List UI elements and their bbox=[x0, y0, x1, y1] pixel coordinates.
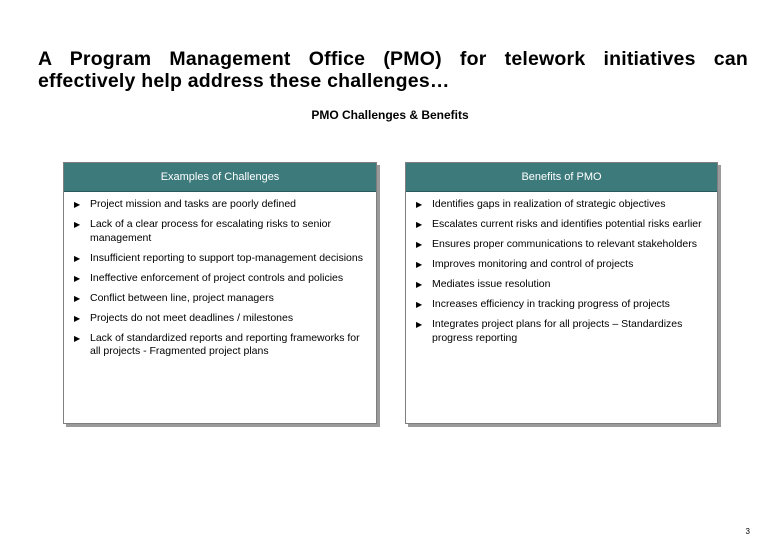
benefit-item bbox=[414, 298, 709, 312]
triangle-right-icon: ▶ bbox=[416, 280, 423, 289]
triangle-right-icon: ▶ bbox=[416, 220, 423, 229]
benefits-panel bbox=[405, 162, 718, 424]
benefit-item bbox=[414, 198, 709, 212]
triangle-right-icon: ▶ bbox=[74, 220, 81, 229]
challenge-text: Lack of a clear process for escalating risks to senior management bbox=[90, 218, 332, 244]
triangle-right-icon: ▶ bbox=[74, 273, 81, 283]
benefit-text: Increases efficiency in tracking progress of projects bbox=[432, 298, 670, 310]
benefits-list bbox=[406, 192, 717, 345]
challenge-text: Ineffective enforcement of project controls and policies bbox=[90, 271, 344, 284]
challenge-item bbox=[72, 292, 368, 306]
benefit-text: Identifies gaps in realization of strategic objectives bbox=[432, 198, 666, 210]
triangle-right-icon: ▶ bbox=[74, 200, 81, 209]
challenge-item bbox=[72, 332, 368, 359]
triangle-right-icon: ▶ bbox=[416, 320, 423, 329]
benefit-item bbox=[414, 318, 709, 345]
benefit-text: Improves monitoring and control of projects bbox=[432, 258, 634, 270]
page-number: 3 bbox=[745, 527, 750, 536]
triangle-right-icon: ▶ bbox=[416, 240, 423, 249]
benefit-item bbox=[414, 218, 709, 232]
triangle-right-icon: ▶ bbox=[416, 200, 423, 209]
benefit-item bbox=[414, 258, 709, 272]
benefit-text: Escalates current risks and identifies potential risks earlier bbox=[432, 218, 702, 230]
challenges-panel bbox=[63, 162, 377, 424]
triangle-right-icon: ▶ bbox=[74, 253, 81, 263]
challenge-text: Conflict between line, project managers bbox=[90, 291, 274, 304]
challenge-item bbox=[72, 312, 368, 326]
triangle-right-icon: ▶ bbox=[74, 313, 81, 323]
challenge-text: Project mission and tasks are poorly defined bbox=[90, 198, 297, 210]
benefit-item bbox=[414, 278, 709, 292]
challenge-item bbox=[72, 198, 368, 212]
triangle-right-icon: ▶ bbox=[74, 293, 81, 303]
challenge-item bbox=[72, 218, 368, 245]
triangle-right-icon: ▶ bbox=[416, 300, 423, 309]
challenges-list bbox=[64, 192, 376, 359]
benefit-text: Integrates project plans for all projects – Standardizes progress reporting bbox=[432, 318, 683, 344]
challenge-item bbox=[72, 272, 368, 286]
triangle-right-icon: ▶ bbox=[416, 260, 423, 269]
slide-subtitle: PMO Challenges & Benefits bbox=[311, 108, 469, 122]
challenge-text: Insufficient reporting to support top-management decisions bbox=[90, 251, 363, 264]
challenge-item bbox=[72, 252, 368, 266]
challenge-text: Lack of standardized reports and reporting frameworks for all projects - Fragmented project plans bbox=[90, 331, 360, 357]
benefit-item bbox=[414, 238, 709, 252]
benefit-text: Mediates issue resolution bbox=[432, 278, 551, 290]
benefit-text: Ensures proper communications to relevant stakeholders bbox=[432, 238, 697, 250]
challenges-header: Examples of Challenges bbox=[64, 163, 376, 192]
benefits-header: Benefits of PMO bbox=[406, 163, 717, 192]
slide-title: A Program Management Office (PMO) for telework initiatives can effectively help address these challenges… bbox=[38, 48, 748, 92]
triangle-right-icon: ▶ bbox=[74, 333, 81, 343]
challenge-text: Projects do not meet deadlines / milestones bbox=[90, 311, 294, 324]
